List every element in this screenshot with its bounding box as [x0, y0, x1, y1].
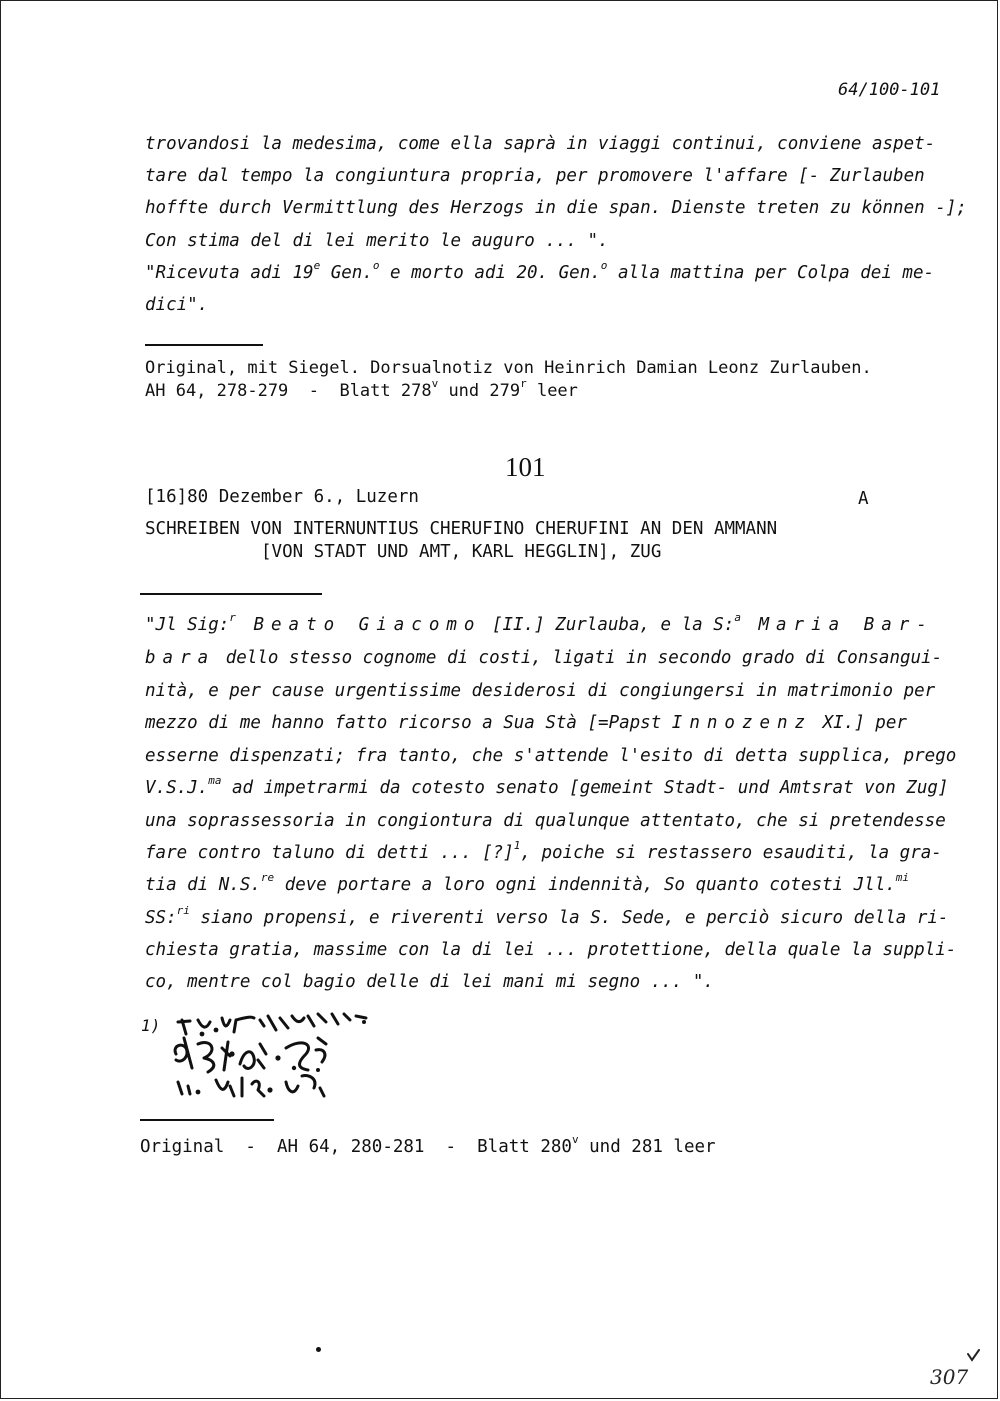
letter2-line-12: co, mentre col bagio delle di lei mani mi segno ... ".	[145, 972, 714, 992]
letter2-line-7: una soprassessoria in congiontura di qualunque attentato, che si pretendesse	[145, 811, 946, 831]
letter2-line-6: V.S.J.$^{ma}$ ad impetrarmi da cotesto senato [gemeint Stadt- und Amtsrat von Zug]	[145, 774, 949, 798]
divider-rule	[140, 1119, 274, 1121]
speck-mark	[316, 1347, 321, 1352]
handwritten-passage-image	[168, 1008, 383, 1100]
title-line-1: SCHREIBEN VON INTERNUNTIUS CHERUFINO CHERUFINI AN DEN AMMANN	[145, 519, 778, 539]
notes2-line: Original - AH 64, 280-281 - Blatt 280$^v$ und 281 leer	[140, 1133, 716, 1157]
letter2-line-9: tia di N.S.$^{re}$ deve portare a loro ogni indennità, So quanto cotesti Jll.$^{mi}$	[145, 871, 910, 895]
footnote-label: 1)	[141, 1016, 161, 1035]
divider-rule	[140, 593, 322, 595]
page-reference: 64/100-101	[838, 80, 941, 100]
letter2-line-4: mezzo di me hanno fatto ricorso a Sua Stà [=Papst Innozenz XI.] per	[145, 713, 907, 733]
title-line-2: [VON STADT UND AMT, KARL HEGGLIN], ZUG	[261, 542, 662, 562]
letter2-line-2: bara dello stesso cognome di costi, ligati in secondo grado di Consangui-	[145, 648, 943, 668]
letter1-line-2: tare dal tempo la congiuntura propria, per promovere l'affare [- Zurlauben	[145, 166, 925, 186]
letter2-line-10: SS:$^{ri}$ siano propensi, e riverenti verso la S. Sede, e perciò sicuro della ri-	[145, 904, 949, 928]
letter1-line-1: trovandosi la medesima, come ella saprà in viaggi continui, conviene aspet-	[145, 134, 936, 154]
divider-rule	[145, 344, 263, 346]
notes1-line-2: AH 64, 278-279 - Blatt 278$^v$ und 279$^r$ leer	[145, 377, 578, 401]
document-number: 101	[505, 452, 546, 482]
letter2-line-3: nità, e per cause urgentissime desiderosi di congiungersi in matrimonio per	[145, 681, 936, 701]
notes1-line-1: Original, mit Siegel. Dorsualnotiz von Heinrich Damian Leonz Zurlauben.	[145, 358, 872, 378]
letter2-line-5: esserne dispenzati; fra tanto, che s'attende l'esito di detta supplica, prego	[145, 746, 957, 766]
letter1-line-4: Con stima del di lei merito le auguro ... ".	[145, 231, 609, 251]
letter1-line-6: dici".	[145, 295, 209, 315]
letter2-line-1: "Jl Sig:$^r$ Beato Giacomo [II.] Zurlauba, e la S:$^a$ Maria Bar-	[145, 611, 934, 635]
letter1-line-3: hoffte durch Vermittlung des Herzogs in die span. Dienste treten zu können -];	[145, 198, 967, 218]
letter2-line-8: fare contro taluno di detti ... [?]$^1$, poiche si restassero esauditi, la gra-	[145, 839, 942, 863]
letter2-line-11: chiesta gratia, massime con la di lei ... protettione, della quale la suppli-	[145, 940, 957, 960]
archive-number: 307	[930, 1365, 969, 1389]
document-type: A	[858, 489, 869, 509]
check-mark-icon	[966, 1348, 982, 1364]
date-place: [16]80 Dezember 6., Luzern	[145, 487, 419, 507]
letter1-line-5: "Ricevuta adi 19e Gen.$^o$ e morto adi 20. Gen.$^o$ alla mattina per Colpa dei me-	[145, 259, 935, 283]
